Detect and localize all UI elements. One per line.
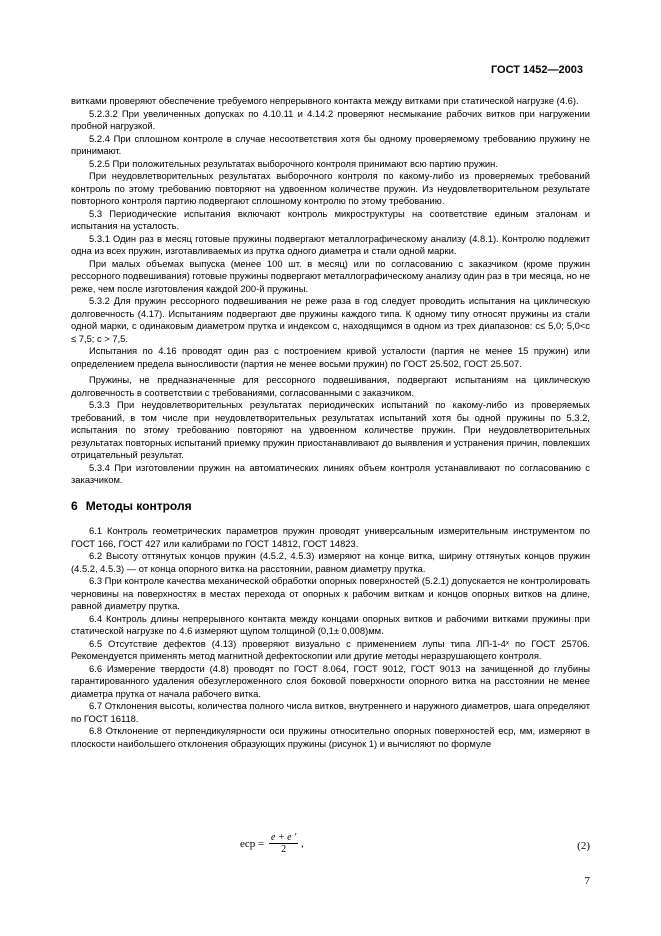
document-header: ГОСТ 1452—2003 <box>490 64 583 76</box>
paragraph: 5.3.2 Для пружин рессорного подвешивания не реже раза в год следует проводить испытания на циклическую долговечность (4.17). Испытаниям подвергают две пружины каждого типа. К одному типу относят пружины из стали одной марки, с одинаковым диаметром прутка и индексом с, находящимся в одном из трех диапазонов: с≤ 5,0; 5,0<с ≤ 7,5; с > 7,5. <box>71 295 590 344</box>
paragraph: 5.2.5 При положительных результатах выборочного контроля принимают всю партию пружин. <box>89 157 498 169</box>
paragraph: витками проверяют обеспечение требуемого непрерывного контакта между витками при статической нагрузке (4.6). <box>71 95 579 106</box>
formula-fraction <box>269 832 298 855</box>
paragraph: 6.2 Высоту оттянутых концов пружин (4.5.2, 4.5.3) измеряют на конце витка, ширину оттянутых концов пружин (4.5.2, 4.5.3) — от конца опорного витка на расстоянии, равном диаметру прутка. <box>71 550 590 574</box>
formula-lhs: eср = <box>240 837 265 850</box>
paragraph: 6.5 Отсутствие дефектов (4.13) проверяют визуально с применением лупы типа ЛП-1-4ˣ по ГОСТ 25706. Рекомендуется применять метод магнитной дефектоскопии или другие методы неразрушающего контроля. <box>71 637 590 661</box>
page-number: 7 <box>584 875 590 887</box>
section-heading <box>71 500 590 513</box>
paragraph: 5.3 Периодические испытания включают контроль микроструктуры на соответствие единым эталонам и испытания на усталость. <box>71 207 590 231</box>
paragraph: 6.3 При контроле качества механической обработки опорных поверхностей (5.2.1) допускается не контролировать черновины на поверхностях в местах перехода от опорных к рабочим виткам и концов опорных витков на длине, равной диаметру прутка. <box>71 575 590 611</box>
paragraph: 5.2.3.2 При увеличенных допусках по 4.10.11 и 4.14.2 проверяют несмыкание рабочих витков при нагружении пробной нагрузкой. <box>71 107 590 131</box>
section-title: Методы контроля <box>85 498 192 513</box>
paragraph: При неудовлетворительных результатах выборочного контроля по какому-либо из проверяемых требований контроль по этому требованию повторяют на удвоенном количестве пружин. Из неудовлетворительном результате повторного контроля партию подвергают сплошному контролю по этому требованию. <box>71 170 590 206</box>
paragraph: 5.3.1 Один раз в месяц готовые пружины подвергают металлографическому анализу (4.8.1). Контролю подлежит одна из всех пружин, изготавливаемых из прутка одного диаметра и стали одной марки. <box>71 232 590 256</box>
section-number: 6 <box>71 498 78 513</box>
paragraph: Испытания по 4.16 проводят один раз с построением кривой усталости (партия не менее 15 пружин) или определением предела выносливости (партия не менее восьми пружин) по ГОСТ 25.502, ГОСТ 25.507. <box>71 345 590 369</box>
paragraph: Пружины, не предназначенные для рессорного подвешивания, подвергают испытаниям на циклическую долговечность в соответствии с требованиями, согласованными с заказчиком. <box>71 374 590 398</box>
paragraph: 6.8 Отклонение от перпендикулярности оси пружины относительно опорных поверхностей eср, мм, измеряют в плоскости наибольшего отклонения образующих пружины (рисунок 1) и вычисляют по формуле <box>71 725 590 749</box>
paragraph: 6.7 Отклонения высоты, количества полного числа витков, внутреннего и наружного диаметров, шага определяют по ГОСТ 16118. <box>71 700 590 724</box>
paragraph: 6.6 Измерение твердости (4.8) проводят по ГОСТ 8.064, ГОСТ 9012, ГОСТ 9013 на зачищенной до глубины гарантированного удаления обезуглероженного слоя боковой поверхности опорного витка на расстоянии не менее диаметра прутка от начала рабочего витка. <box>71 662 590 699</box>
paragraph: При малых объемах выпуска (менее 100 шт. в месяц) или по согласованию с заказчиком (кроме пружин рессорного подвешивания) готовые пружины подвергают металлографическому анализу один раз в три месяца, но не реже, чем после изготовления каждой 200-й пружины. <box>71 257 590 294</box>
formula-trail: , <box>301 837 304 850</box>
formula-number: (2) <box>577 840 590 852</box>
paragraph: 5.2.4 При сплошном контроле в случае несоответствия хотя бы одному проверяемому требованию пружину не принимают. <box>71 132 590 156</box>
formula-denominator: 2 <box>281 844 287 855</box>
paragraph: 6.4 Контроль длины непрерывного контакта между концами опорных витков и рабочими витками пружины при статической нагрузке по 4.6 измеряют щупом толщиной (0,1± 0,008)мм. <box>71 612 590 636</box>
paragraph: 6.1 Контроль геометрических параметров пружин проводят универсальным измерительным инструментом по ГОСТ 166, ГОСТ 427 или калибрами по ГОСТ 14812, ГОСТ 14823. <box>71 525 590 549</box>
formula-numerator: e + e ′ <box>270 832 297 843</box>
paragraph: 5.3.4 При изготовлении пружин на автоматических линиях объем контроля устанавливают по согласованию с заказчиком. <box>71 461 590 485</box>
formula <box>240 832 590 855</box>
paragraph: 5.3.3 При неудовлетворительных результатах периодических испытаний по какому-либо из проверяемых требований, в том числе при неудовлетворительных результатах испытаний хотя бы одной пружины по 5.3.2, испытания по этому требованию повторяют на удвоенном количестве пружин. При неудовлетворительных результатах повторных испытаний приемку пружин приостанавливают до выявления и устранения причин, повлекших отрицательный результат. <box>71 399 590 460</box>
document-body <box>71 95 590 750</box>
